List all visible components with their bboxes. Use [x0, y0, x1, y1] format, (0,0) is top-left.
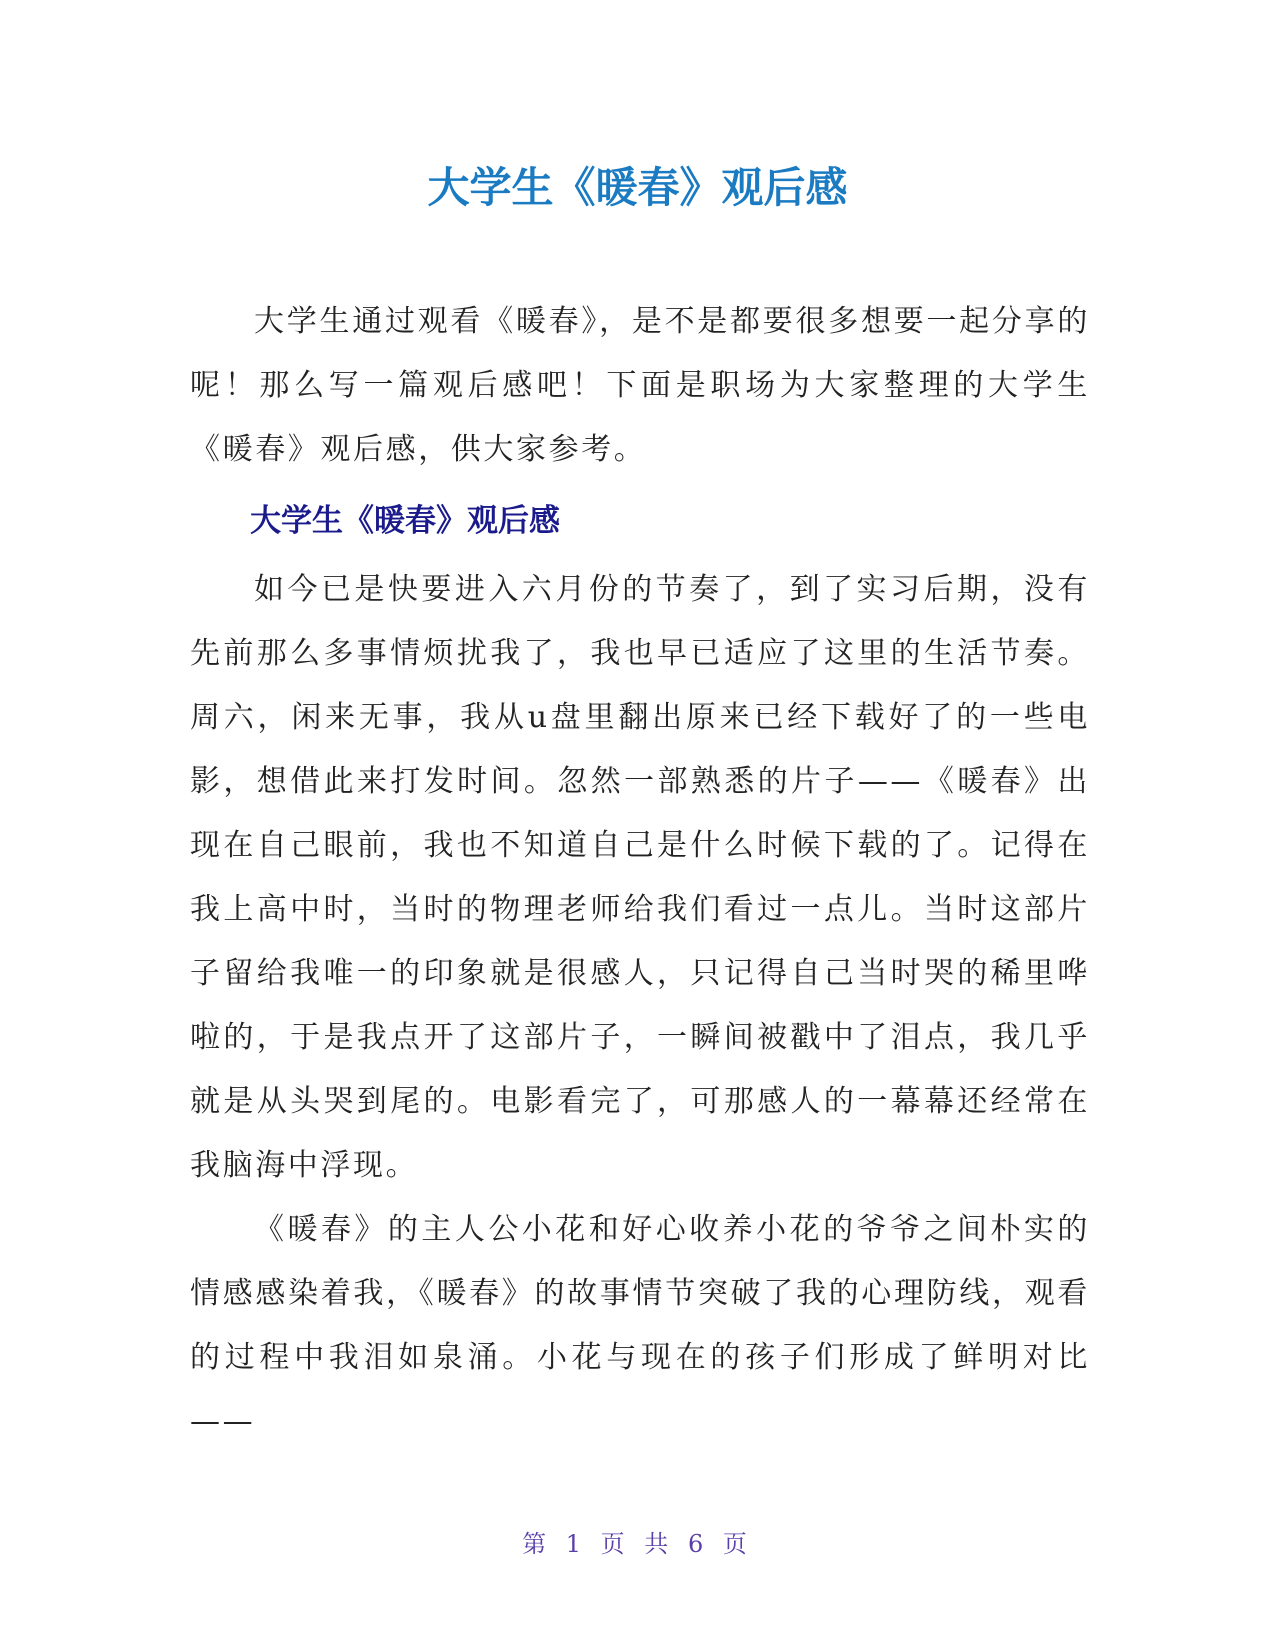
intro-paragraph: 大学生通过观看《暖春》，是不是都要很多想要一起分享的呢！那么写一篇观后感吧！下面是职场为大家整理的大学生《暖春》观后感，供大家参考。 [190, 304, 1090, 467]
document-body [190, 290, 1090, 1454]
document-title: 大学生《暖春》观后感 [427, 163, 848, 212]
page-number-footer: 第 1 页 共 6 页 [522, 1530, 753, 1558]
body-paragraph-1: 如今已是快要进入六月份的节奏了，到了实习后期，没有先前那么多事情烦扰我了，我也早已适应了这里的生活节奏。周六，闲来无事，我从u盘里翻出原来已经下载好了的一些电影，想借此来打发时间。忽然一部熟悉的片子——《暖春》出现在自己眼前，我也不知道自己是什么时候下载的了。记得在我上高中时，当时的物理老师给我们看过一点儿。当时这部片子留给我唯一的印象就是很感人，只记得自己当时哭的稀里哗啦的，于是我点开了这部片子，一瞬间被戳中了泪点，我几乎就是从头哭到尾的。电影看完了，可那感人的一幕幕还经常在我脑海中浮现。 [190, 572, 1090, 1183]
body-paragraph-2: 《暖春》的主人公小花和好心收养小花的爷爷之间朴实的情感感染着我，《暖春》的故事情节突破了我的心理防线，观看的过程中我泪如泉涌。小花与现在的孩子们形成了鲜明对比—— [190, 1212, 1090, 1439]
section-heading: 大学生《暖春》观后感 [250, 503, 560, 539]
